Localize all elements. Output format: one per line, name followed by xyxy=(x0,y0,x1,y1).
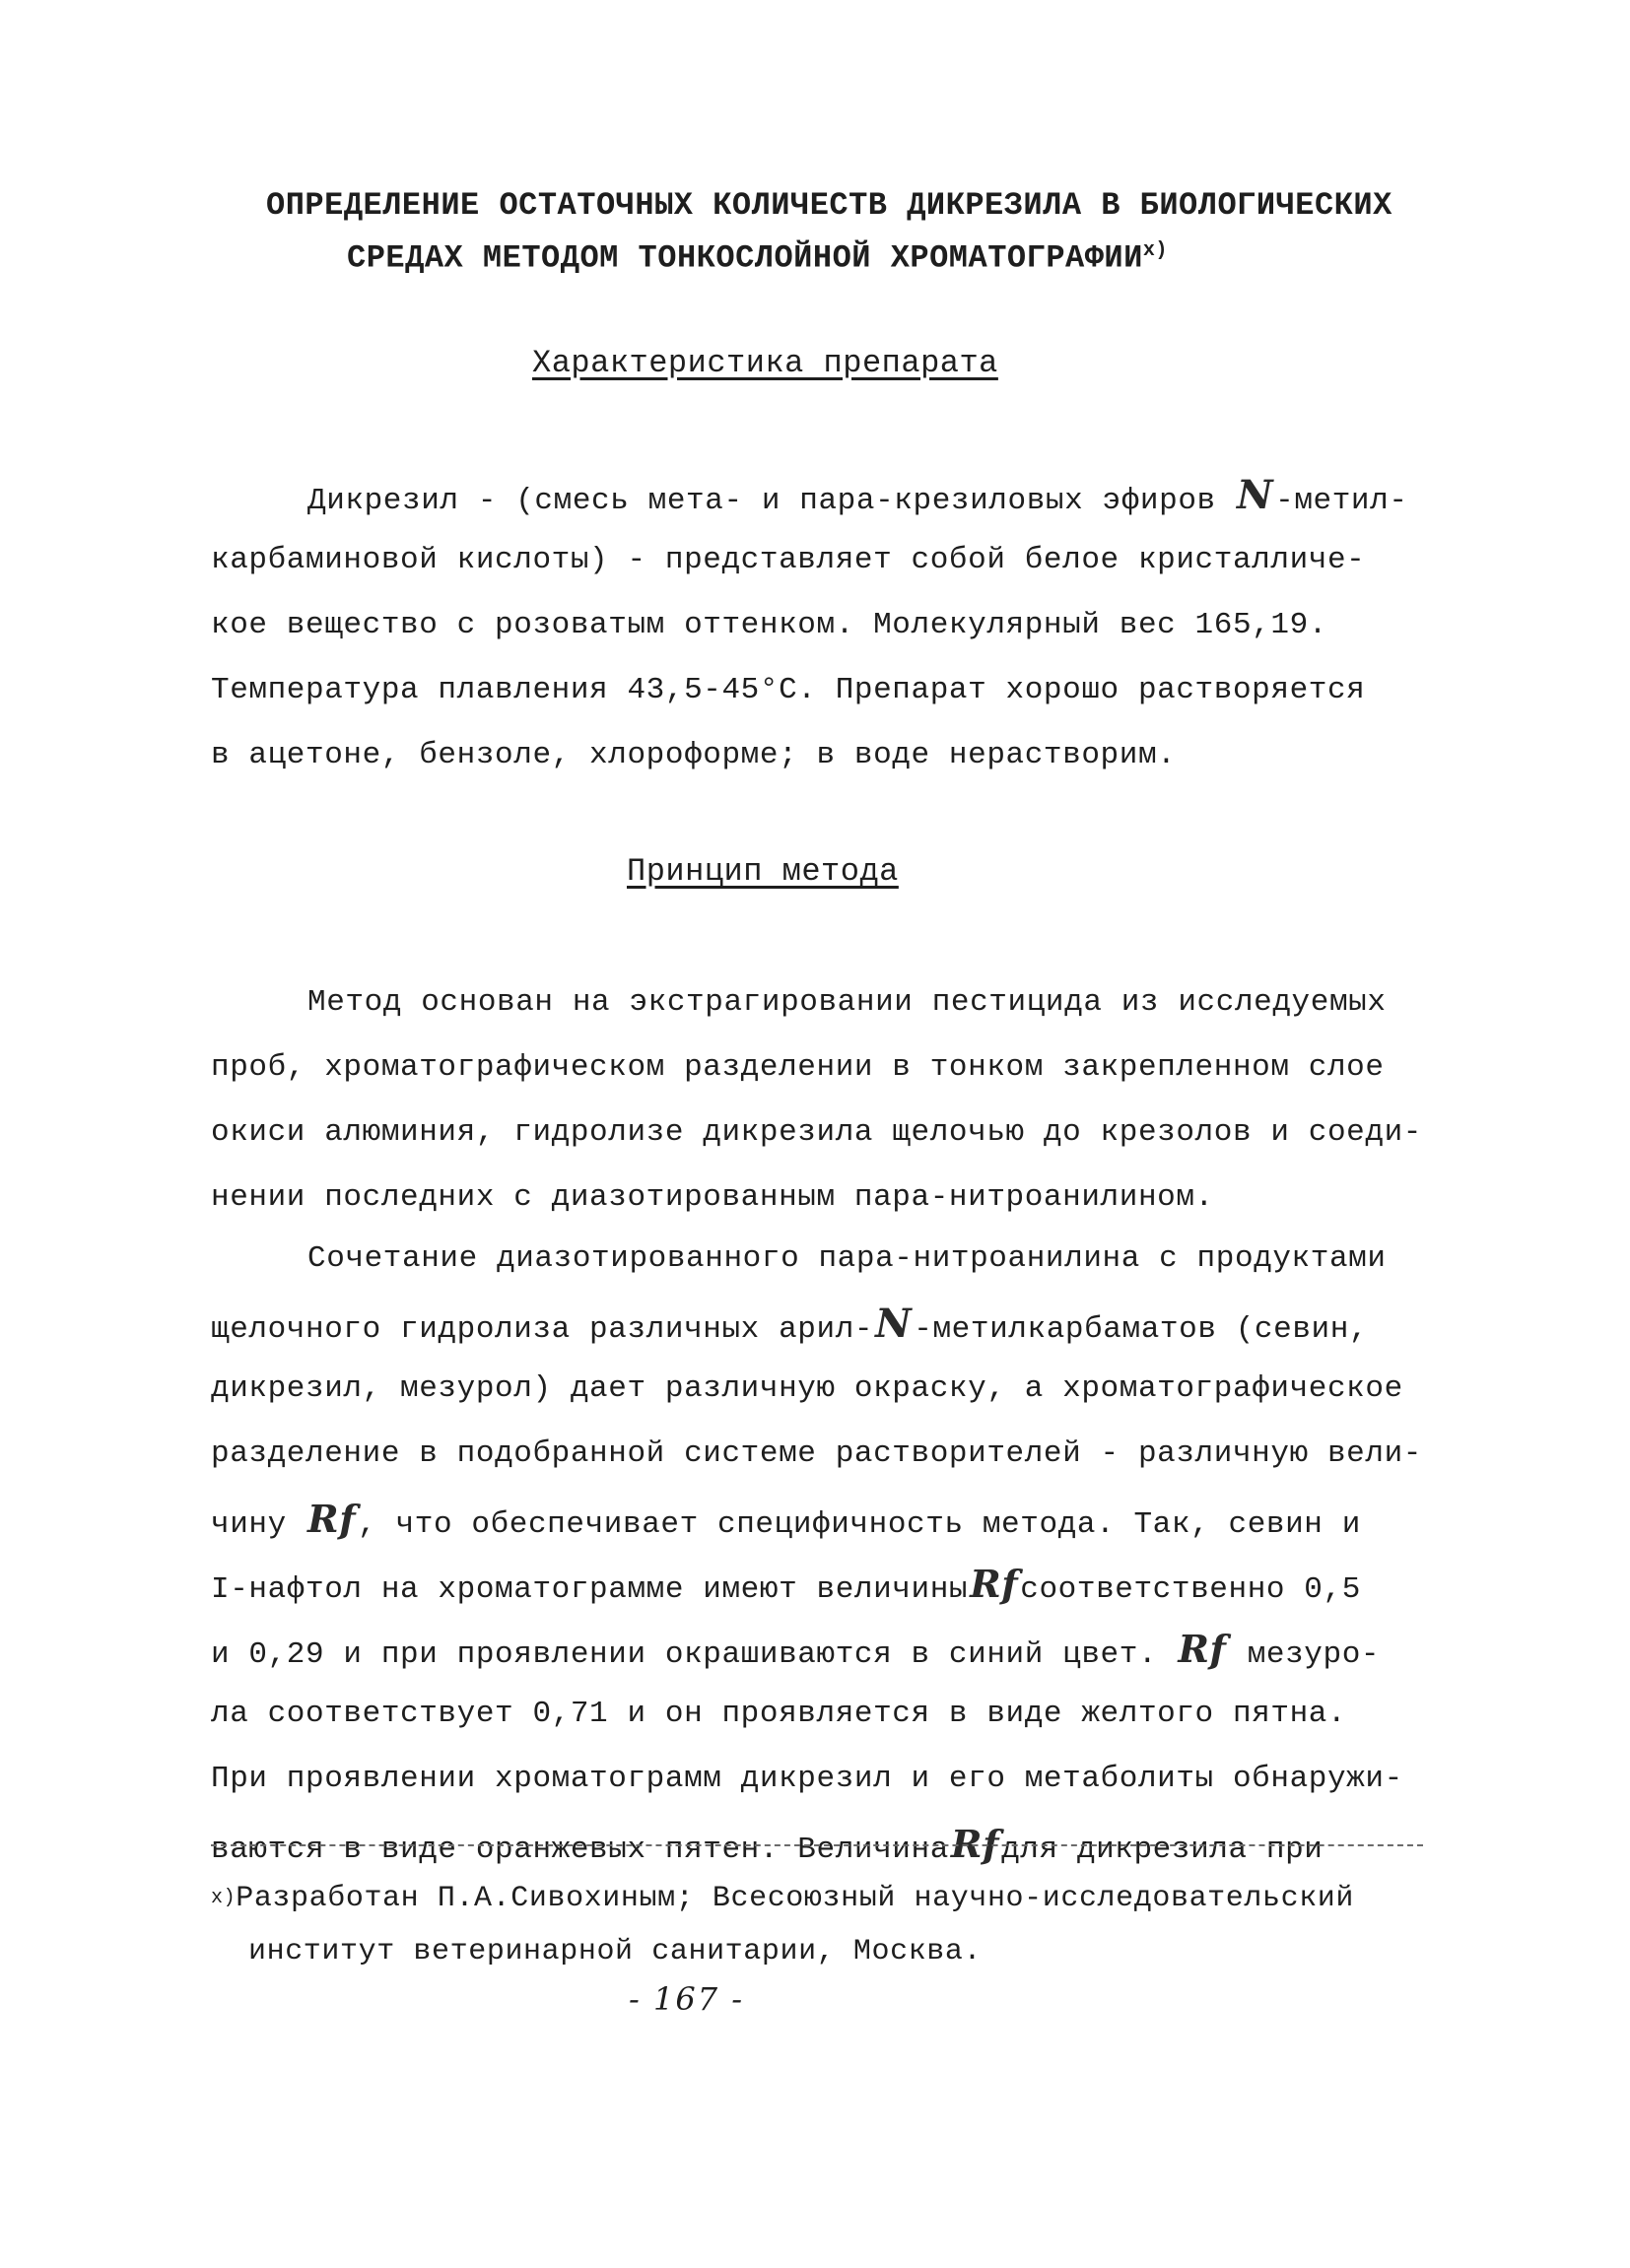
document-title xyxy=(266,183,1409,282)
text-line: При проявлении хроматограмм дикрезил и его метаболиты обнаружи- xyxy=(211,1762,1403,1796)
title-line-2: СРЕДАХ МЕТОДОМ ТОНКОСЛОЙНОЙ ХРОМАТОГРАФИИ$^{x)}$ xyxy=(347,239,1168,277)
text-line: Метод основан на экстрагировании пестицида из исследуемых xyxy=(307,985,1387,1020)
text-line: карбаминовой кислоты) - представляет собой белое кристалличе- xyxy=(211,543,1366,577)
text-line: разделение в подобранной системе растворителей - различную вели- xyxy=(211,1436,1422,1471)
text-line: чину Rf, что обеспечивает специфичность метода. Так, севин и xyxy=(211,1487,1433,1552)
handwritten-rf-symbol: Rf xyxy=(970,1562,1019,1606)
principle-heading: Принцип метода xyxy=(627,853,899,890)
title-footnote-mark: x) xyxy=(1142,239,1168,262)
footnote xyxy=(211,1872,1433,1978)
text-line: Дикрезил - (смесь мета- и пара-крезиловых эфиров N-метил- xyxy=(211,463,1433,528)
text-line: ла соответствует 0,71 и он проявляется в виде желтого пятна. xyxy=(211,1697,1347,1731)
handwritten-rf-symbol: Rf xyxy=(1178,1627,1227,1671)
text-line: нении последних с диазотированным пара-нитроанилином. xyxy=(211,1180,1214,1215)
text-line: щелочного гидролиза различных арил-N-метилкарбаматов (севин, xyxy=(211,1292,1433,1357)
text-line: в ацетоне, бензоле, хлороформе; в воде нерастворим. xyxy=(211,738,1177,772)
footnote-line: институт ветеринарной санитарии, Москва. xyxy=(248,1935,983,1968)
characteristics-paragraph xyxy=(211,463,1433,788)
text-line: кое вещество с розоватым оттенком. Молекулярный вес 165,19. xyxy=(211,608,1327,642)
principle-paragraph-2 xyxy=(211,1227,1433,1877)
text-line: и 0,29 и при проявлении окрашиваются в синий цвет. Rf мезуро- xyxy=(211,1617,1433,1682)
handwritten-rf-symbol: Rf xyxy=(307,1497,357,1541)
text-line: Температура плавления 43,5-45°С. Препарат хорошо растворяется xyxy=(211,673,1366,707)
text-line: I-нафтол на хроматограмме имеют величиныRfсоответственно 0,5 xyxy=(211,1552,1433,1617)
text-line: ваются в виде оранжевых пятен. ВеличинаRfдля дикрезила при xyxy=(211,1812,1433,1877)
principle-paragraph-1 xyxy=(211,970,1433,1231)
text-line: дикрезил, мезурол) дает различную окраску, а хроматографическое xyxy=(211,1371,1403,1406)
text-line: Сочетание диазотированного пара-нитроанилина с продуктами xyxy=(307,1241,1387,1276)
text-line: окиси алюминия, гидролизе дикрезила щелочью до крезолов и соеди- xyxy=(211,1115,1422,1150)
text-line: проб, хроматографическом разделении в тонком закрепленном слое xyxy=(211,1050,1385,1085)
footnote-line: $^{x)}$Разработан П.А.Сивохиным; Всесоюзный научно-исследовательский xyxy=(211,1882,1354,1915)
characteristics-heading: Характеристика препарата xyxy=(532,345,998,381)
footnote-mark: x) xyxy=(211,1887,237,1909)
handwritten-n-symbol: N xyxy=(1236,472,1274,518)
footnote-divider xyxy=(211,1844,1423,1846)
handwritten-rf-symbol: Rf xyxy=(950,1822,1000,1866)
page-number: - 167 - xyxy=(629,1980,745,2018)
title-line-1: ОПРЕДЕЛЕНИЕ ОСТАТОЧНЫХ КОЛИЧЕСТВ ДИКРЕЗИЛА В БИОЛОГИЧЕСКИХ xyxy=(266,187,1392,224)
handwritten-n-symbol: N xyxy=(875,1301,913,1347)
